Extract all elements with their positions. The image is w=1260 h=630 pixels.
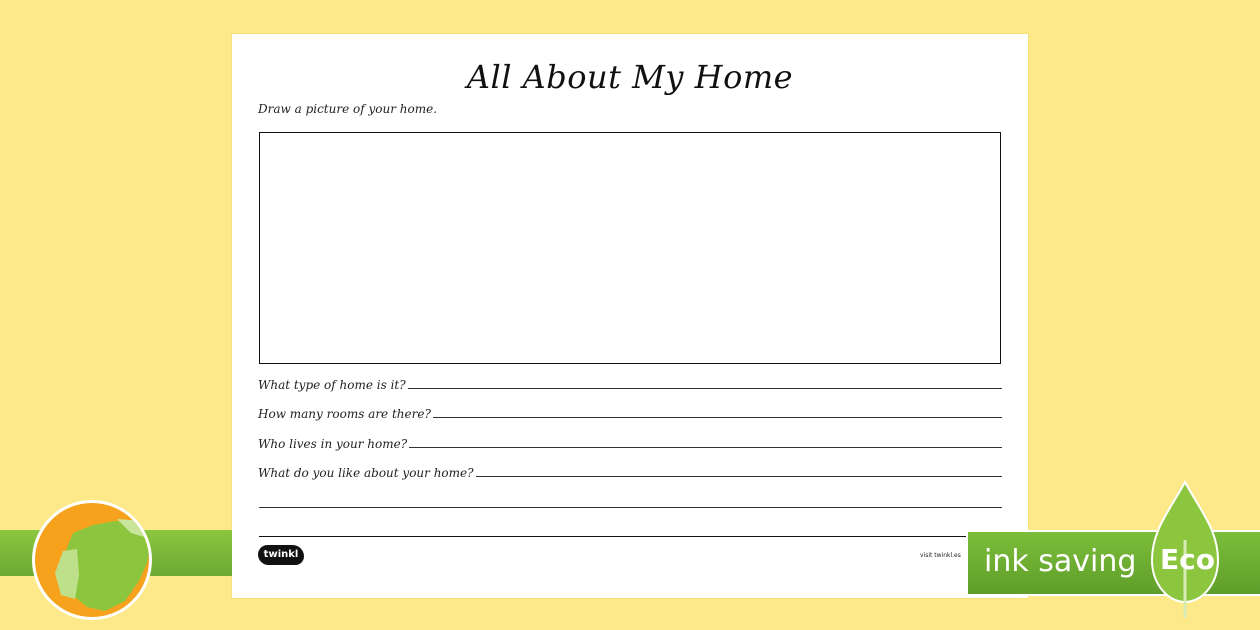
twinkl-logo: twinkl [258,545,304,565]
eco-label: Eco [1160,543,1215,576]
question-row-type [258,374,1002,392]
question-row-who [258,433,1002,451]
spain-map-badge [32,500,152,620]
spain-map-icon [35,503,152,620]
ink-saving-label: ink saving [984,544,1137,579]
question-row-like [258,462,1002,480]
answer-line [408,388,1002,389]
question-label: What type of home is it? [258,378,406,392]
worksheet-page [232,34,1028,598]
question-label: What do you like about your home? [258,466,474,480]
drawing-area-box [259,132,1001,364]
question-row-rooms [258,403,1002,421]
extra-answer-line [259,507,1002,508]
question-label: Who lives in your home? [258,437,408,451]
footer-visit-text: visit twinkl.es [920,552,961,559]
question-label: How many rooms are there? [258,407,431,421]
answer-line [476,476,1002,477]
answer-line [433,417,1002,418]
worksheet-title: All About My Home [466,58,794,96]
footer-divider [259,536,1002,537]
answer-line [409,447,1002,448]
draw-instruction: Draw a picture of your home. [258,102,438,116]
